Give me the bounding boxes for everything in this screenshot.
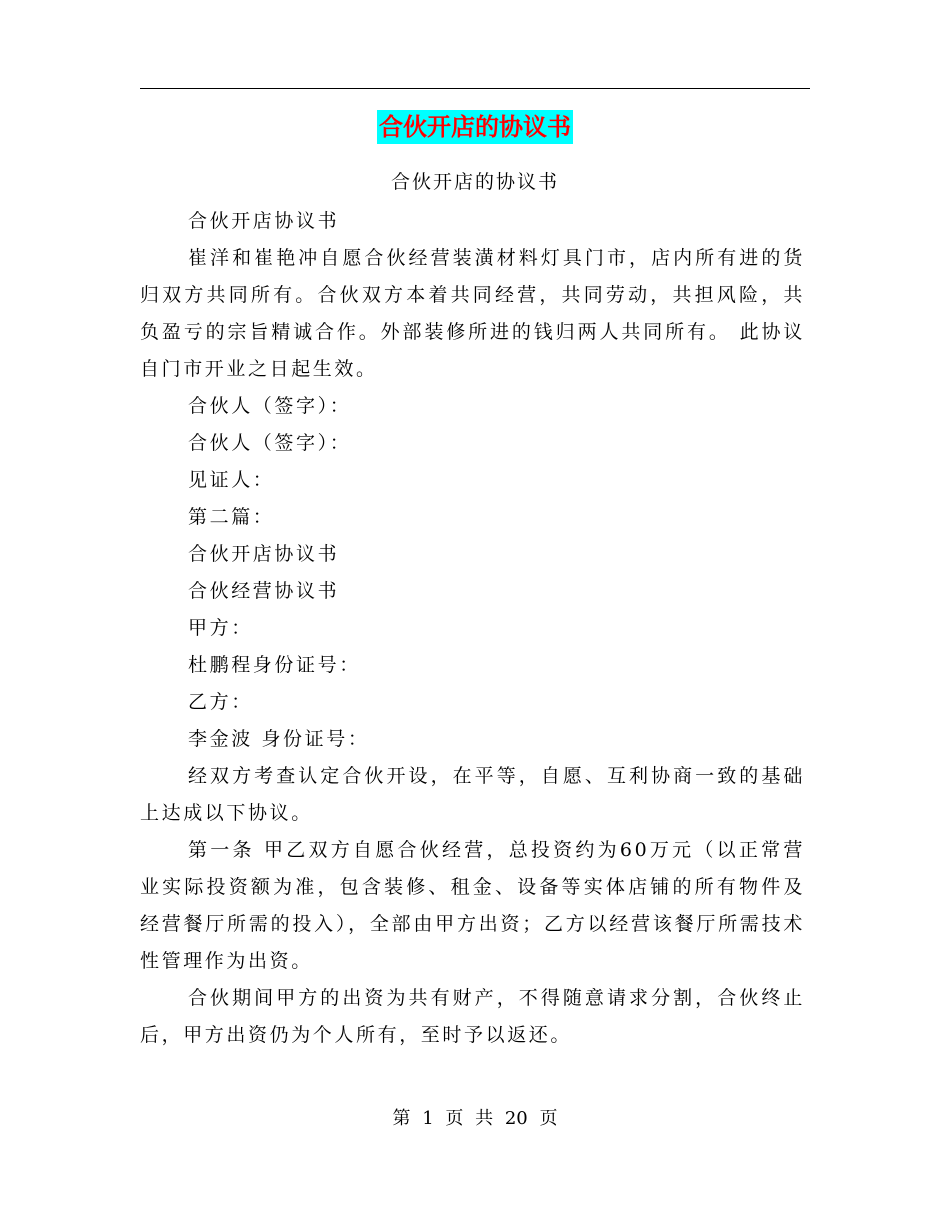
paragraph: 合伙人（签字）：: [188, 395, 352, 417]
paragraph: 第一条 甲乙双方自愿合伙经营，总投资约为60万元（以正常营业实际投资额为准，包含装修、租金、设备等实体店铺的所有物件及经营餐厅所需的投入），全部由甲方出资；乙方以经营该餐厅所需技术性管理作为出资。: [140, 839, 805, 972]
paragraph: 乙方：: [188, 691, 253, 713]
paragraph: 李金波 身份证号：: [188, 728, 370, 750]
paragraph: 甲方：: [188, 617, 253, 639]
paragraph: 崔洋和崔艳冲自愿合伙经营装潢材料灯具门市，店内所有进的货归双方共同所有。合伙双方本着共同经营，共同劳动，共担风险，共负盈亏的宗旨精诚合作。外部装修所进的钱归两人共同所有。 此协议自门市开业之日起生效。: [140, 247, 805, 380]
document-subtitle: 合伙开店的协议书: [390, 171, 559, 193]
paragraph: 第二篇：: [188, 506, 275, 528]
paragraph: 见证人：: [188, 469, 275, 491]
paragraph: 合伙人（签字）：: [188, 432, 352, 454]
paragraph: 合伙期间甲方的出资为共有财产，不得随意请求分割，合伙终止后，甲方出资仍为个人所有，至时予以返还。: [140, 987, 805, 1046]
paragraph: 合伙开店协议书: [188, 210, 340, 232]
paragraph: 合伙经营协议书: [188, 580, 340, 602]
document-title: 合伙开店的协议书: [377, 110, 573, 144]
title-container: [0, 110, 950, 144]
header-rule: [140, 88, 810, 89]
paragraph: 合伙开店协议书: [188, 543, 340, 565]
document-body: [140, 203, 805, 1054]
paragraph: 杜鹏程身份证号：: [188, 654, 361, 676]
paragraph: 经双方考查认定合伙开设，在平等，自愿、互利协商一致的基础上达成以下协议。: [140, 765, 805, 824]
page-footer: 第 1 页 共 20 页: [392, 1108, 558, 1129]
